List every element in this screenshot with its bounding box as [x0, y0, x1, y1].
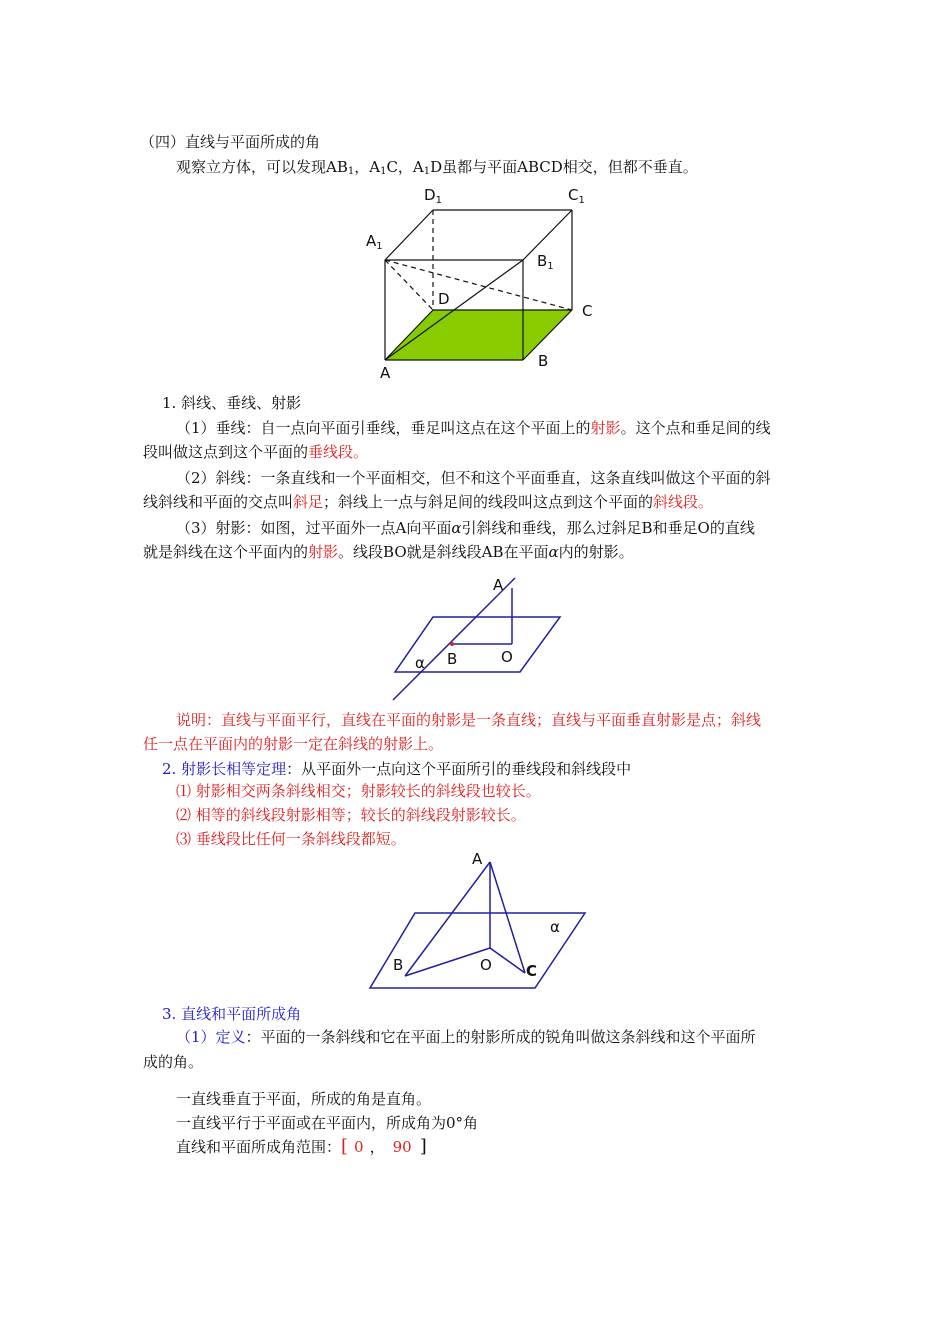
range-label: 直线和平面所成角范围： [176, 1138, 342, 1156]
label-d1: $D_1$ [424, 186, 442, 206]
p2-text-b: 线斜线和平面的交点叫 [143, 493, 294, 511]
intro-sub-3: 1 [423, 166, 431, 177]
p3-alpha2: α [548, 543, 559, 561]
p1-text-c: 段叫做这点到这个平面的 [143, 443, 309, 461]
fig3-label-c: C [526, 962, 538, 980]
item3-statement3 [176, 1137, 427, 1157]
item1-title: 1. 斜线、垂线、射影 [162, 394, 302, 412]
intro-text-b: ，A [354, 158, 381, 176]
projection-figure [385, 572, 585, 707]
intro-paragraph [176, 157, 698, 182]
label-c1: $C_1$ [568, 186, 585, 206]
item1-p1-line1 [176, 418, 771, 438]
fig2-label-o: O [501, 648, 513, 666]
intro-text-c: C，A [386, 158, 424, 176]
item3-def-line1 [176, 1027, 756, 1047]
p3-alpha: α [451, 519, 462, 537]
item3-def-label: （1）定义 [176, 1028, 246, 1046]
item2-title-rest: ：从平面外一点向这个平面所引的垂线段和斜线段中 [286, 760, 632, 778]
p3-text-e: 内的射影。 [558, 543, 634, 561]
section-heading: （四）直线与平面所成的角 [140, 133, 321, 151]
p2-red-term1: 斜足 [293, 493, 324, 511]
p2-red-term2: 斜线段。 [653, 493, 714, 511]
item3-statement1: 一直线垂直于平面，所成的角是直角。 [176, 1090, 432, 1108]
item3-def-text-a: ：平面的一条斜线和它在平面上的射影所成的锐角叫做这条斜线和这个平面所 [245, 1028, 756, 1046]
cube-figure [360, 180, 610, 385]
fig2-label-a: A [493, 576, 504, 594]
label-c: C [582, 302, 593, 320]
fig3-label-o: O [480, 956, 492, 974]
p3-text-d: 。线段BO就是斜线段AB在平面 [338, 543, 549, 561]
p3-text-c: 就是斜线在这个平面内的 [143, 543, 309, 561]
three-segment-figure [360, 848, 600, 993]
label-b: B [538, 352, 549, 370]
fig2-label-b: B [447, 650, 458, 668]
range-min: 0 [354, 1138, 364, 1156]
note-line2: 任一点在平面内的射影一定在斜线的射影上。 [143, 735, 444, 753]
p1-text-a: （1）垂线：自一点向平面引垂线，垂足叫这点在这个平面上的 [176, 419, 591, 437]
fig3-label-alpha: α [550, 918, 560, 936]
item3-def-line2: 成的角。 [143, 1053, 204, 1071]
range-open-bracket: [ [341, 1136, 349, 1157]
item1-p2-line2 [143, 492, 713, 512]
label-a: A [380, 364, 391, 382]
p3-text-b: 引斜线和垂线，那么过斜足B和垂足O的直线 [461, 519, 755, 537]
item2-rule2: ⑵ 相等的斜线段射影相等；较长的斜线段射影较长。 [176, 806, 526, 824]
fig3-label-b: B [393, 956, 404, 974]
p2-text-a: （2）斜线：一条直线和一个平面相交，但不和这个平面垂直，这条直线叫做这个平面的斜 [176, 469, 771, 487]
range-max: 90 [392, 1138, 412, 1156]
intro-text-d: D虽都与平面ABCD相交，但都不垂直。 [430, 158, 698, 176]
item2-rule1: ⑴ 射影相交两条斜线相交；射影较长的斜线段也较长。 [176, 782, 541, 800]
item2-rule3: ⑶ 垂线段比任何一条斜线段都短。 [176, 830, 406, 848]
p3-text-a: （3）射影：如图，过平面外一点A向平面 [176, 519, 452, 537]
intro-sub-1: 1 [347, 166, 355, 177]
p1-red-term2: 垂线段。 [308, 443, 369, 461]
item2-num: 2. [162, 760, 182, 778]
item1-p3-line2 [143, 542, 634, 562]
fig2-label-alpha: α [415, 654, 425, 672]
range-comma: ， [369, 1138, 385, 1156]
p1-red-term1: 射影 [590, 419, 621, 437]
item1-p3-line1 [176, 518, 755, 538]
item3-title: 3. 直线和平面所成角 [162, 1005, 302, 1023]
label-a1: $A_1$ [366, 232, 383, 252]
item3-statement2: 一直线平行于平面或在平面内，所成角为0°角 [176, 1114, 479, 1132]
fig3-label-a: A [472, 850, 483, 868]
label-b1: $B_1$ [537, 252, 554, 272]
intro-sub-2: 1 [380, 166, 387, 177]
item2-theorem-name: 射影长相等定理 [181, 760, 287, 778]
range-close-bracket: ] [419, 1136, 427, 1157]
intro-text-a: 观察立方体，可以发现AB [176, 158, 348, 176]
p2-text-c: ；斜线上一点与斜足间的线段叫这点到这个平面的 [323, 493, 654, 511]
item1-p2-line1 [176, 468, 771, 488]
label-d: D [438, 290, 450, 308]
note-line1: 说明：直线与平面平行，直线在平面的射影是一条直线；直线与平面垂直射影是点；斜线 [176, 711, 762, 729]
item1-p1-line2 [143, 442, 368, 462]
item2-title [162, 759, 631, 779]
p3-red-term: 射影 [308, 543, 339, 561]
p1-text-b: 。这个点和垂足间的线 [620, 419, 771, 437]
